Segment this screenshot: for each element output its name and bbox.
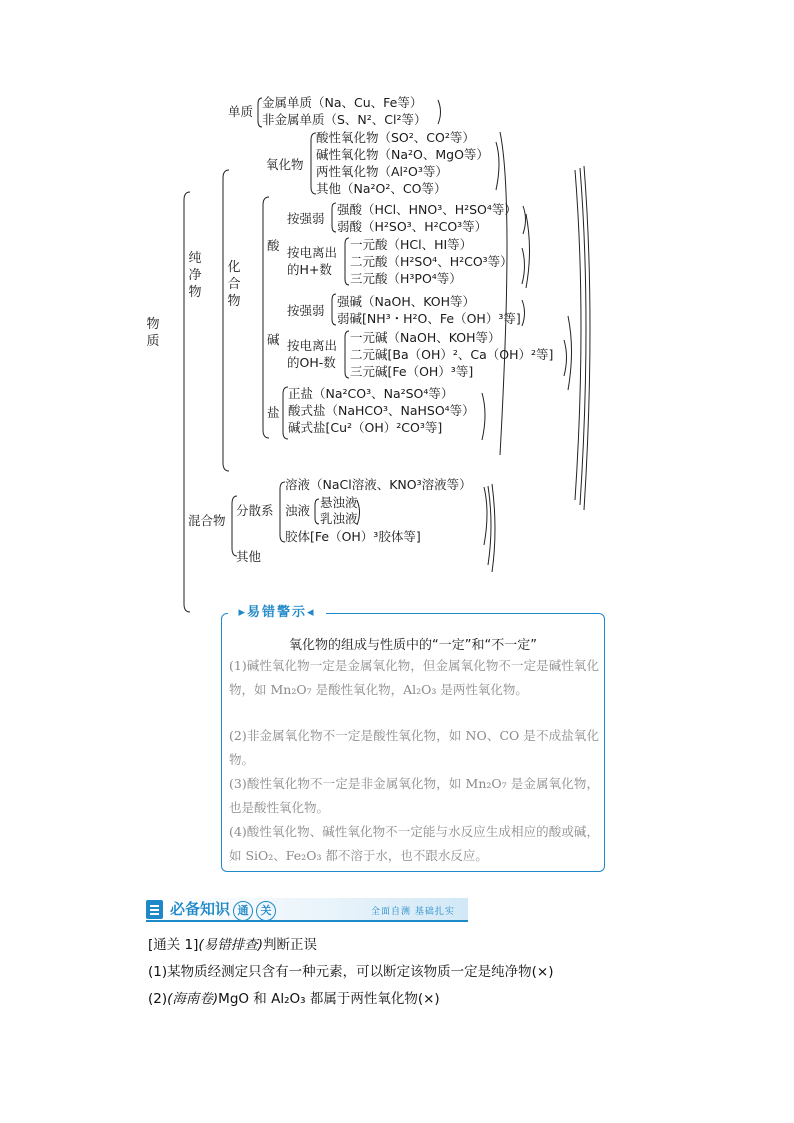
base-ionization-item: 一元碱（NaOH、KOH等） (350, 330, 501, 345)
oxide-item: 酸性氧化物（SO²、CO²等） (316, 130, 475, 145)
warning-item: (3)酸性氧化物不一定是非金属氧化物，如 Mn₂O₇ 是金属氧化物，也是酸性氧化物。 (229, 776, 599, 815)
metal-element-item: 金属单质（Na、Cu、Fe等） (262, 95, 423, 110)
warning-item: (1)碱性氧化物一定是金属氧化物，但金属氧化物不一定是碱性氧化物，如 Mn₂O₇ 是酸性氧化物，Al₂O₃ 是两性氧化物。 (229, 658, 599, 697)
acid-ionization-label-line1: 按电离出 (287, 245, 338, 260)
base-ionization-label-line1: 按电离出 (287, 338, 338, 353)
base-strength-item: 强碱（NaOH、KOH等） (337, 294, 476, 309)
acid-ionization-item: 一元酸（HCl、HI等） (350, 237, 473, 252)
turbid-label: 浊液 (285, 503, 311, 518)
dispersion-label: 分散系 (236, 503, 274, 518)
knowledge-title (170, 898, 276, 921)
bracket-pure (223, 170, 229, 471)
warning-tab (228, 603, 326, 623)
warning-right-arrow-icon: ◂ (307, 605, 316, 620)
knowledge-header (146, 898, 468, 922)
badge-guan: 关 (256, 901, 276, 921)
salt-label: 盐 (267, 405, 280, 420)
pure-substance-label: 纯净物 (188, 251, 202, 300)
base-ionization-item: 二元碱[Ba（OH）²、Ca（OH）²等] (350, 347, 554, 362)
knowledge-title-text: 必备知识 (170, 900, 231, 918)
base-strength-item: 弱碱[NH³・H²O、Fe（OH）³等] (337, 311, 521, 326)
acid-ionization-item: 三元酸（H³PO⁴等） (350, 271, 462, 286)
oxide-item: 碱性氧化物（Na²O、MgO等） (316, 147, 489, 162)
turbid-item: 乳浊液 (320, 511, 358, 526)
salt-item: 酸式盐（NaHCO³、NaHSO⁴等） (288, 403, 475, 418)
warning-tab-label: 易错警示 (246, 605, 307, 620)
root-matter-label: 物质 (146, 317, 160, 349)
simple-substance-label: 单质 (228, 104, 254, 119)
salt-item: 正盐（Na²CO³、Na²SO⁴等） (288, 386, 454, 401)
bracket-compound (263, 197, 269, 438)
question-1: (1)某物质经测定只含有一种元素，可以断定该物质一定是纯净物(×) (148, 964, 554, 980)
other-label: 其他 (236, 549, 262, 564)
base-ionization-label-line2: 的OH-数 (287, 355, 336, 370)
colloid-item: 胶体[Fe（OH）³胶体等] (285, 529, 421, 544)
acid-by-strength-label: 按强弱 (287, 211, 325, 226)
base-by-strength-label: 按强弱 (287, 303, 325, 318)
oxide-item: 其他（Na²O²、CO等） (316, 181, 447, 196)
mixture-label: 混合物 (188, 513, 226, 528)
base-ionization-item: 三元碱[Fe（OH）³等] (350, 364, 474, 379)
acid-ionization-label-line2: 的H+数 (287, 262, 332, 277)
warning-item: (2)非金属氧化物不一定是酸性氧化物，如 NO、CO 是不成盐氧化物。 (229, 728, 599, 767)
question-intro: [通关 1](易错排查)判断正误 (148, 937, 317, 953)
oxide-label: 氧化物 (266, 157, 304, 172)
warning-left-arrow-icon: ▸ (238, 605, 247, 620)
question-2: (2)(海南卷)MgO 和 Al₂O₃ 都属于两性氧化物(×) (148, 991, 440, 1007)
solution-item: 溶液（NaCl溶液、KNO³溶液等） (285, 477, 472, 492)
warning-title: 氧化物的组成与性质中的“一定”和“不一定” (289, 638, 537, 653)
bracket-base-ionization (345, 331, 349, 378)
bracket-turbid (315, 499, 319, 524)
acid-label: 酸 (267, 238, 280, 253)
acid-strength-item: 弱酸（H²SO³、H²CO³等） (337, 219, 488, 234)
acid-ionization-item: 二元酸（H²SO⁴、H²CO³等） (350, 254, 513, 269)
bracket-base-strength (332, 294, 336, 325)
warning-item: (4)酸性氧化物、碱性氧化物不一定能与水反应生成相应的酸或碱，如 SiO₂、Fe₂O₃ 都不溶于水，也不跟水反应。 (229, 824, 599, 863)
salt-item: 碱式盐[Cu²（OH）²CO³等] (288, 420, 443, 435)
nonmetal-element-item: 非金属单质（S、N²、Cl²等） (262, 112, 427, 127)
knowledge-subtitle: 全面自测 基础扎实 (371, 907, 455, 917)
notebook-icon (146, 900, 163, 919)
compound-label: 化合物 (227, 260, 241, 309)
oxide-item: 两性氧化物（Al²O³等） (316, 164, 448, 179)
bracket-acid-strength (332, 203, 336, 232)
bracket-acid-ionization (345, 238, 349, 285)
badge-tong: 通 (233, 901, 253, 921)
acid-strength-item: 强酸（HCl、HNO³、H²SO⁴等） (337, 202, 517, 217)
base-label: 碱 (267, 332, 280, 347)
turbid-item: 悬浊液 (320, 495, 358, 510)
